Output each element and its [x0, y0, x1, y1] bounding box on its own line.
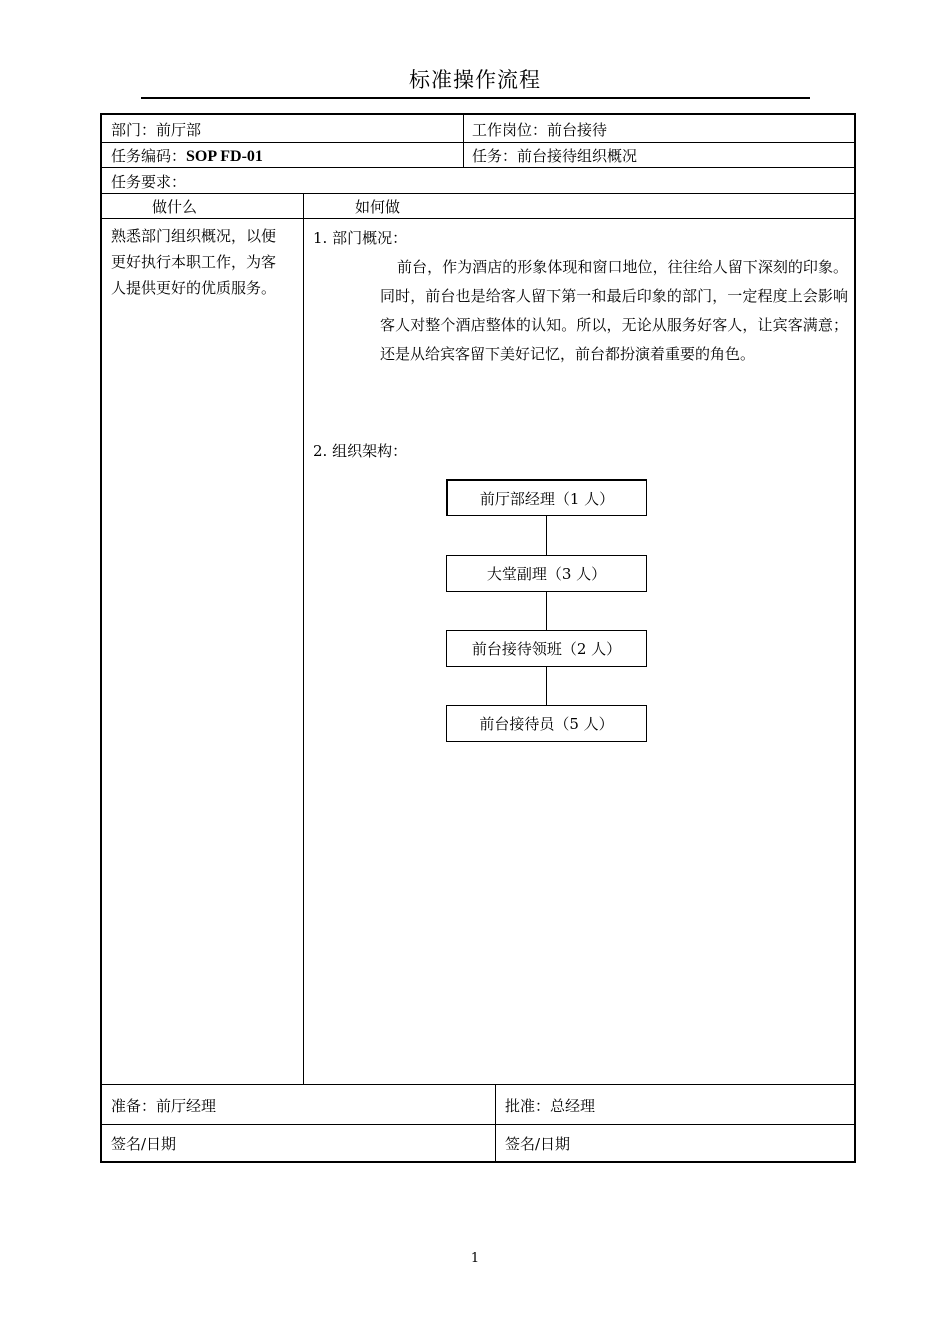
org-node-lobby-assistant: 大堂副理（3 人）: [446, 555, 647, 592]
department-field: 部门：前厅部: [111, 121, 202, 139]
page-number: 1: [470, 1251, 480, 1266]
position-field: 工作岗位：前台接待: [472, 121, 608, 139]
column-divider: [303, 193, 304, 1084]
row-divider: [102, 1124, 854, 1125]
column-header-how: 如何做: [355, 198, 401, 216]
what-text-line: 人提供更好的优质服务。: [111, 279, 277, 297]
signature-date-left: 签名/日期: [111, 1135, 177, 1153]
approved-by-field: 批准：总经理: [505, 1097, 596, 1115]
page-title: 标准操作流程: [409, 68, 541, 92]
org-node-front-desk-supervisor: 前台接待领班（2 人）: [446, 630, 647, 667]
requirements-label: 任务要求：: [111, 173, 187, 191]
row-divider: [102, 193, 854, 194]
section-heading-overview: 1. 部门概况：: [313, 229, 408, 247]
column-divider: [495, 1084, 496, 1161]
row-divider: [102, 218, 854, 219]
task-field: 任务：前台接待组织概况: [472, 147, 638, 165]
column-header-what: 做什么: [152, 198, 198, 216]
task-code-label: 任务编码：: [111, 147, 187, 165]
what-text-line: 更好执行本职工作，为客: [111, 253, 277, 271]
org-connector: [546, 592, 547, 630]
section-heading-org: 2. 组织架构：: [313, 442, 408, 460]
row-divider: [102, 1084, 854, 1085]
title-underline: [141, 97, 810, 99]
prepared-by-field: 准备：前厅经理: [111, 1097, 217, 1115]
overview-paragraph: 前台，作为酒店的形象体现和窗口地位，往往给人留下深刻的印象。同时，前台也是给客人留下第一和最后印象的部门，一定程度上会影响客人对整个酒店整体的认知。所以，无论从服务好客人，让宾客满意；还是从给宾客留下美好记忆，前台都扮演着重要的角色。: [380, 258, 848, 363]
task-code-field: [111, 146, 263, 167]
task-code-value: SOP FD-01: [186, 148, 263, 165]
row-divider: [102, 167, 854, 168]
row-divider: [102, 142, 854, 143]
org-node-manager: 前厅部经理（1 人）: [446, 479, 647, 516]
column-divider: [463, 115, 464, 167]
signature-date-right: 签名/日期: [505, 1135, 571, 1153]
org-node-front-desk-agent: 前台接待员（5 人）: [446, 705, 647, 742]
org-connector: [546, 667, 547, 705]
what-text-line: 熟悉部门组织概况，以便: [111, 227, 277, 245]
org-connector: [546, 516, 547, 555]
